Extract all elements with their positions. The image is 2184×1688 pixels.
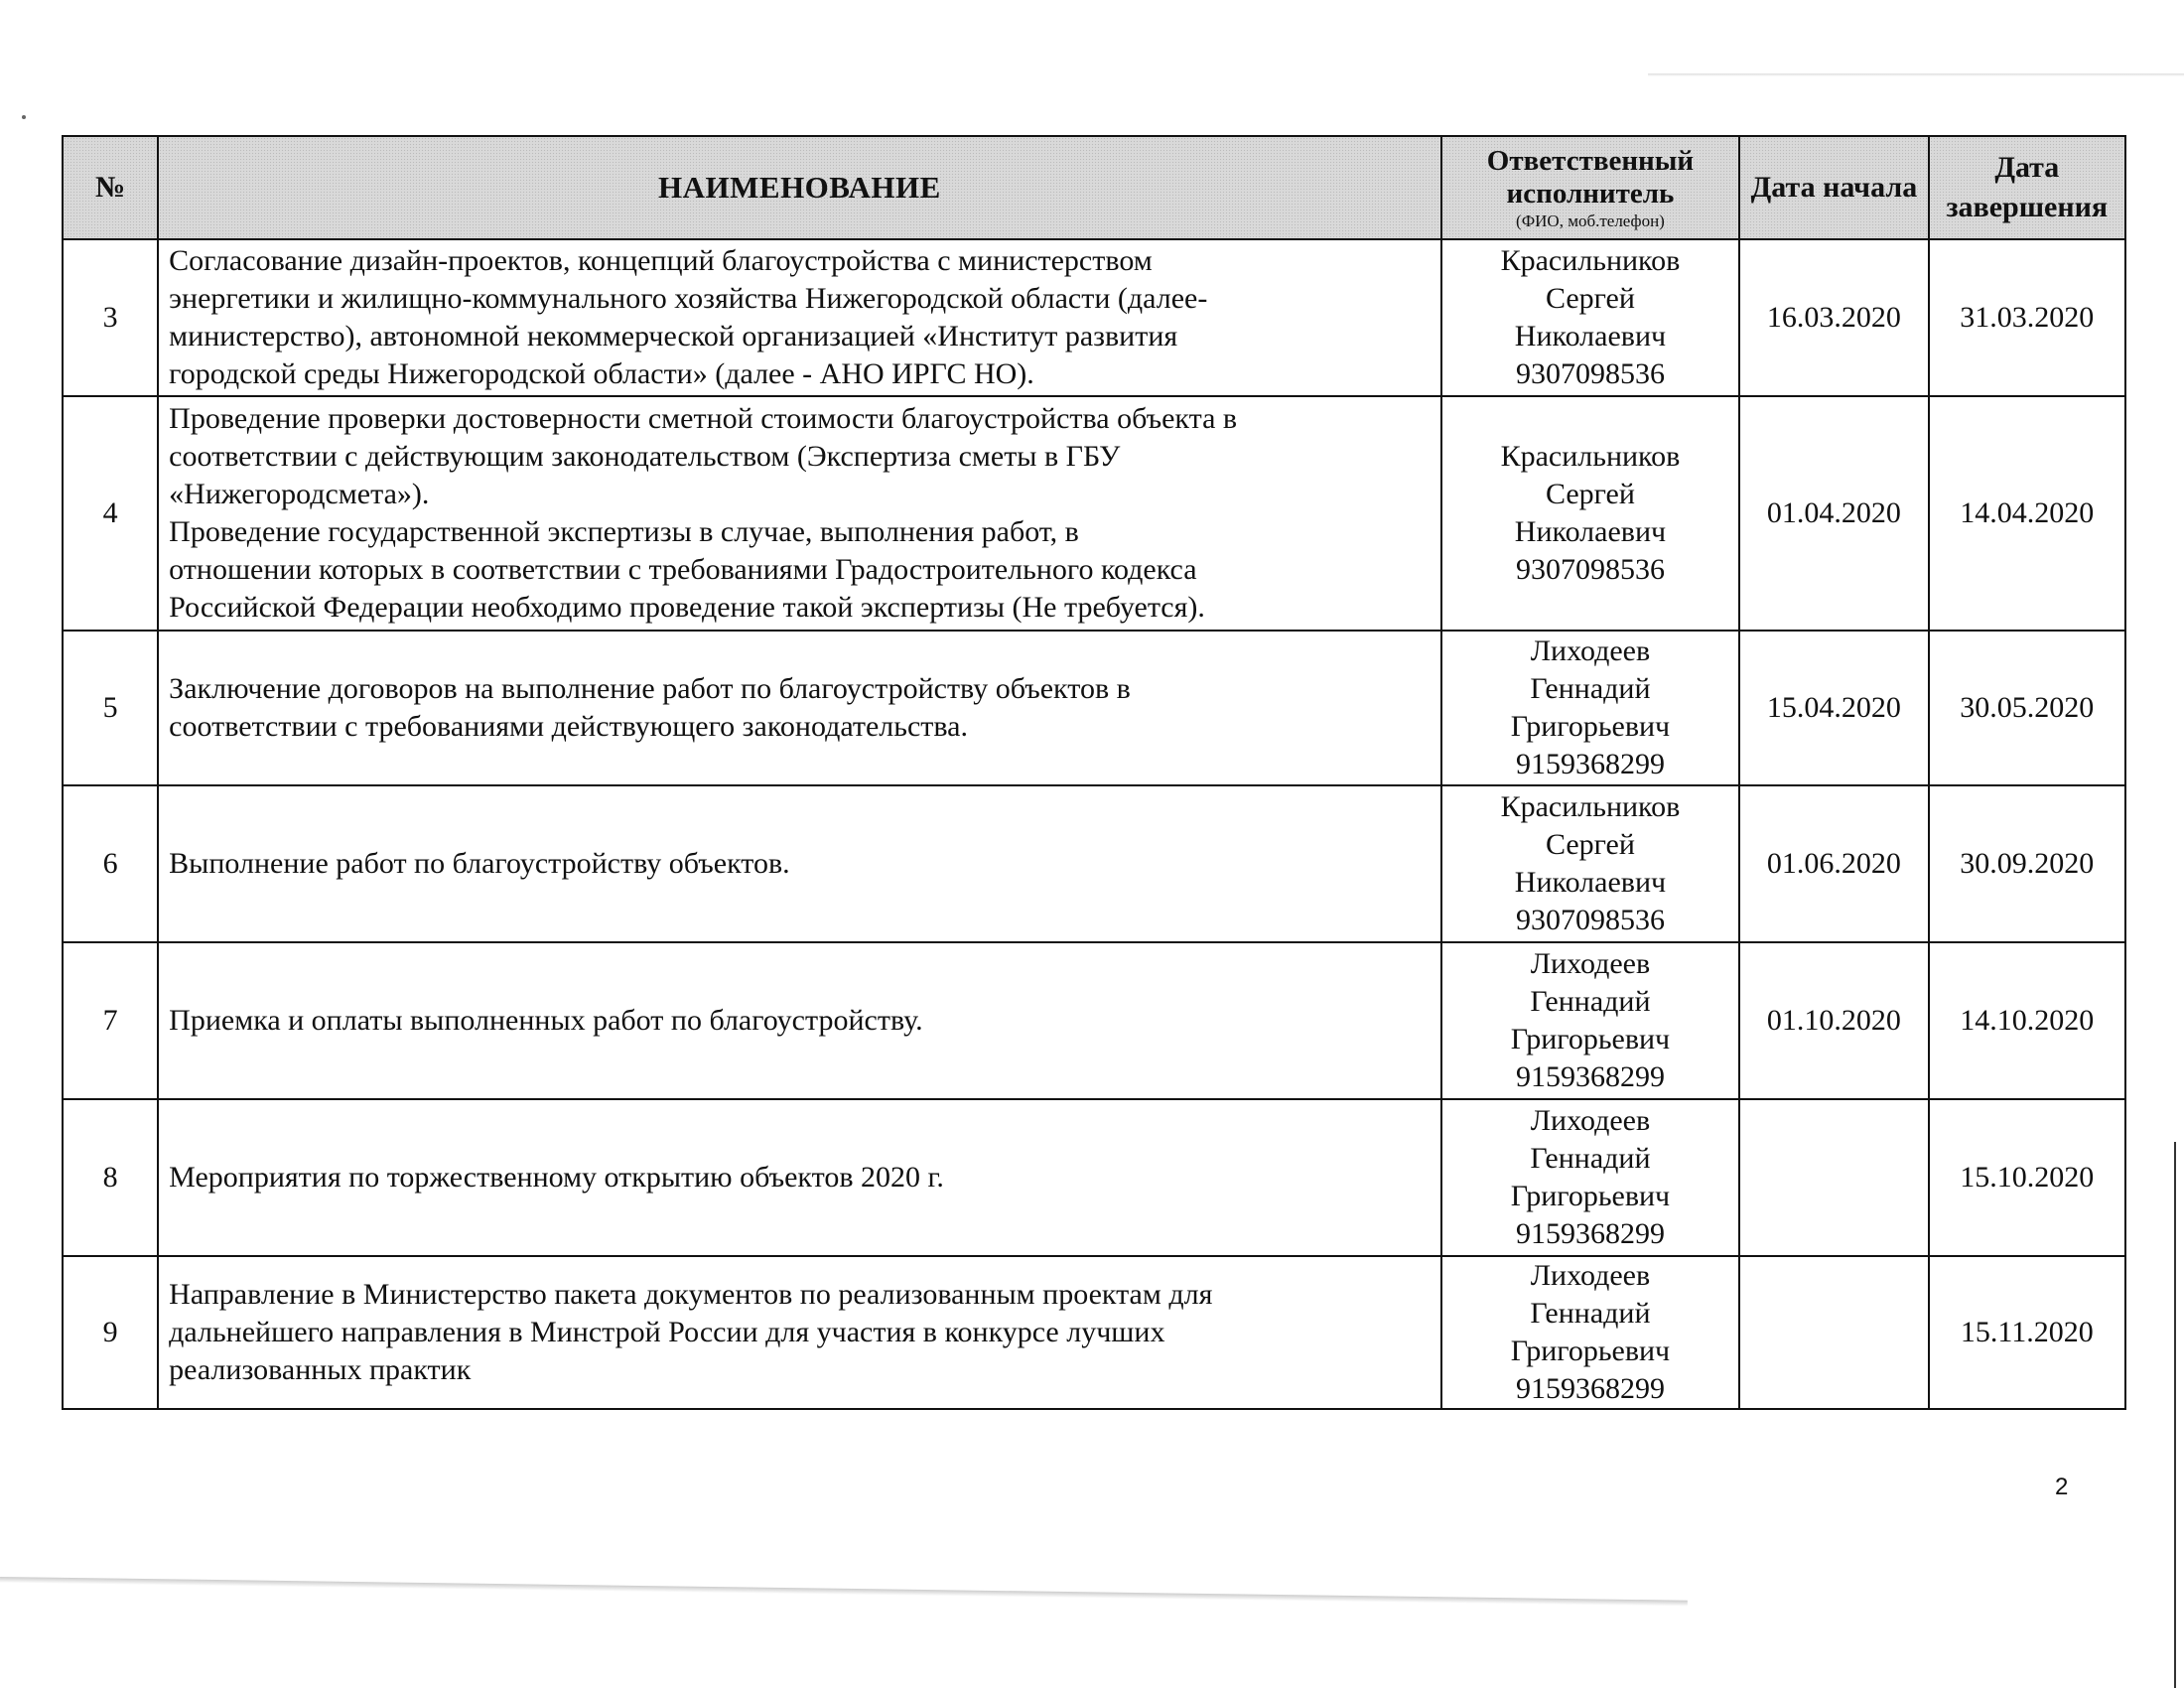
row-end-date: 30.05.2020: [1929, 631, 2125, 785]
responsible-name-part: Красильников: [1500, 790, 1681, 823]
row-name: [158, 239, 1440, 396]
row-name-line: городской среды Нижегородской области» (далее - АНО ИРГС НО).: [169, 357, 1034, 390]
table-row: [63, 239, 2125, 396]
header-name: НАИМЕНОВАНИЕ: [158, 136, 1440, 239]
header-end-date: Дата завершения: [1929, 136, 2125, 239]
row-responsible: [1441, 396, 1740, 631]
responsible-name-part: Лиходеев: [1530, 947, 1651, 980]
scan-speck: [22, 115, 26, 119]
table-row: [63, 942, 2125, 1099]
responsible-name-part: Красильников: [1500, 244, 1681, 277]
row-name-line: Проведение государственной экспертизы в случае, выполнения работ, в: [169, 515, 1079, 548]
row-end-date: 30.09.2020: [1929, 785, 2125, 942]
responsible-name-part: Геннадий: [1530, 985, 1651, 1018]
responsible-name-part: Лиходеев: [1530, 634, 1651, 667]
row-name-line: отношении которых в соответствии с требованиями Градостроительного кодекса: [169, 553, 1197, 586]
row-responsible: [1441, 631, 1740, 785]
row-name-line: Проведение проверки достоверности сметной стоимости благоустройства объекта в: [169, 402, 1238, 435]
responsible-phone: 9159368299: [1515, 1372, 1665, 1405]
responsible-name-part: Григорьевич: [1510, 1180, 1671, 1212]
row-name-line: соответствии с действующим законодательством (Экспертиза сметы в ГБУ: [169, 440, 1121, 473]
schedule-table: [62, 135, 2126, 1410]
row-responsible: [1441, 785, 1740, 942]
row-end-date: 15.10.2020: [1929, 1099, 2125, 1256]
row-name-line: Направление в Министерство пакета документов по реализованным проектам для: [169, 1278, 1213, 1311]
row-start-date: [1739, 1099, 1928, 1256]
row-start-date: 01.10.2020: [1739, 942, 1928, 1099]
row-responsible: [1441, 239, 1740, 396]
responsible-name-part: Николаевич: [1514, 866, 1667, 899]
row-responsible: [1441, 942, 1740, 1099]
scan-edge-bottom: [0, 1577, 1688, 1607]
scan-edge-right: [2174, 1142, 2176, 1688]
table-row: [63, 785, 2125, 942]
responsible-name-part: Геннадий: [1530, 672, 1651, 705]
responsible-phone: 9159368299: [1515, 748, 1665, 780]
row-name: [158, 631, 1440, 785]
responsible-name-part: Григорьевич: [1510, 1335, 1671, 1367]
row-name-line: министерство), автономной некоммерческой организацией «Институт развития: [169, 320, 1178, 352]
row-number: 9: [63, 1256, 158, 1409]
responsible-phone: 9159368299: [1515, 1060, 1665, 1093]
row-start-date: [1739, 1256, 1928, 1409]
row-name-line: реализованных практик: [169, 1353, 472, 1386]
responsible-name-part: Лиходеев: [1530, 1104, 1651, 1137]
row-number: 7: [63, 942, 158, 1099]
responsible-phone: 9307098536: [1515, 553, 1665, 586]
responsible-name-part: Лиходеев: [1530, 1259, 1651, 1292]
responsible-name-part: Геннадий: [1530, 1142, 1651, 1175]
row-name: [158, 1099, 1440, 1256]
row-name-line: Согласование дизайн-проектов, концепций благоустройства с министерством: [169, 244, 1153, 277]
header-responsible-sub: (ФИО, моб.телефон): [1516, 211, 1665, 230]
responsible-name-part: Сергей: [1545, 828, 1635, 861]
responsible-phone: 9307098536: [1515, 357, 1665, 390]
row-name-line: Выполнение работ по благоустройству объектов.: [169, 847, 790, 880]
row-number: 4: [63, 396, 158, 631]
table-row: [63, 1099, 2125, 1256]
header-num: №: [63, 136, 158, 239]
row-name: [158, 942, 1440, 1099]
row-end-date: 14.04.2020: [1929, 396, 2125, 631]
table-row: [63, 631, 2125, 785]
row-start-date: 15.04.2020: [1739, 631, 1928, 785]
row-name: [158, 785, 1440, 942]
row-name-line: Заключение договоров на выполнение работ по благоустройству объектов в: [169, 672, 1131, 705]
row-responsible: [1441, 1099, 1740, 1256]
table-row: [63, 1256, 2125, 1409]
responsible-name-part: Григорьевич: [1510, 1023, 1671, 1055]
responsible-name-part: Григорьевич: [1510, 710, 1671, 743]
scan-edge-top: [1648, 73, 2184, 76]
row-name-line: соответствии с требованиями действующего законодательства.: [169, 710, 968, 743]
row-number: 6: [63, 785, 158, 942]
row-number: 8: [63, 1099, 158, 1256]
row-name-line: энергетики и жилищно-коммунального хозяйства Нижегородской области (далее-: [169, 282, 1208, 315]
responsible-phone: 9159368299: [1515, 1217, 1665, 1250]
row-responsible: [1441, 1256, 1740, 1409]
responsible-name-part: Красильников: [1500, 440, 1681, 473]
table-row: [63, 396, 2125, 631]
row-number: 5: [63, 631, 158, 785]
responsible-name-part: Николаевич: [1514, 515, 1667, 548]
row-name-line: Мероприятия по торжественному открытию объектов 2020 г.: [169, 1161, 944, 1194]
row-end-date: 15.11.2020: [1929, 1256, 2125, 1409]
row-number: 3: [63, 239, 158, 396]
header-responsible: [1441, 136, 1740, 239]
row-name: [158, 396, 1440, 631]
header-responsible-label: Ответственный исполнитель: [1486, 144, 1695, 211]
row-start-date: 16.03.2020: [1739, 239, 1928, 396]
row-name: [158, 1256, 1440, 1409]
row-end-date: 31.03.2020: [1929, 239, 2125, 396]
row-start-date: 01.06.2020: [1739, 785, 1928, 942]
page-number: 2: [2055, 1474, 2069, 1500]
row-name-line: Приемка и оплаты выполненных работ по благоустройству.: [169, 1004, 923, 1037]
header-start-date: Дата начала: [1739, 136, 1928, 239]
responsible-name-part: Геннадий: [1530, 1297, 1651, 1330]
row-name-line: «Нижегородсмета»).: [169, 478, 430, 510]
row-name-line: дальнейшего направления в Минстрой России для участия в конкурсе лучших: [169, 1316, 1165, 1348]
row-start-date: 01.04.2020: [1739, 396, 1928, 631]
responsible-name-part: Сергей: [1545, 282, 1635, 315]
responsible-name-part: Николаевич: [1514, 320, 1667, 352]
responsible-name-part: Сергей: [1545, 478, 1635, 510]
responsible-phone: 9307098536: [1515, 904, 1665, 936]
row-name-line: Российской Федерации необходимо проведение такой экспертизы (Не требуется).: [169, 591, 1205, 624]
row-end-date: 14.10.2020: [1929, 942, 2125, 1099]
table-header-row: [63, 136, 2125, 239]
